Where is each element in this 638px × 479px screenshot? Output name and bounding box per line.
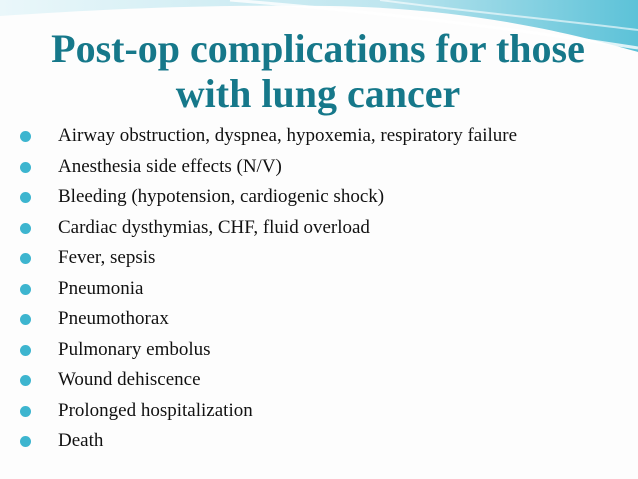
bullet-dot-icon bbox=[20, 223, 31, 234]
bullet-item bbox=[18, 155, 517, 186]
bullet-item bbox=[18, 124, 517, 155]
bullet-text: Death bbox=[58, 430, 104, 451]
bullet-dot-icon bbox=[20, 284, 31, 295]
bullet-text: Wound dehiscence bbox=[58, 369, 201, 390]
bullet-list bbox=[18, 124, 517, 460]
title-line-1: Post-op complications for those bbox=[51, 26, 585, 71]
bullet-dot-icon bbox=[20, 406, 31, 417]
bullet-item bbox=[18, 399, 517, 430]
bullet-text: Cardiac dysthymias, CHF, fluid overload bbox=[58, 216, 370, 238]
bullet-item bbox=[18, 185, 517, 216]
bullet-item bbox=[18, 368, 517, 399]
bullet-dot-icon bbox=[20, 436, 31, 447]
bullet-text: Airway obstruction, dyspnea, hypoxemia, respiratory failure bbox=[58, 125, 518, 146]
bullet-text: Fever, sepsis bbox=[58, 247, 156, 268]
bullet-text: Pulmonary embolus bbox=[58, 338, 211, 360]
bullet-dot-icon bbox=[20, 253, 31, 264]
bullet-text: Pneumothorax bbox=[58, 308, 169, 329]
bullet-item bbox=[18, 429, 517, 460]
bullet-dot-icon bbox=[20, 375, 31, 386]
bullet-dot-icon bbox=[20, 314, 31, 325]
bullet-dot-icon bbox=[20, 192, 31, 203]
bullet-item bbox=[18, 277, 517, 308]
title-line-2: with lung cancer bbox=[175, 71, 461, 116]
bullet-item bbox=[18, 216, 517, 247]
bullet-dot-icon bbox=[20, 345, 31, 356]
bullet-text: Pneumonia bbox=[58, 277, 144, 299]
bullet-text: Bleeding (hypotension, cardiogenic shock) bbox=[58, 186, 385, 207]
bullet-item bbox=[18, 338, 517, 369]
bullet-item bbox=[18, 307, 517, 338]
bullet-text: Prolonged hospitalization bbox=[58, 399, 253, 421]
bullet-item bbox=[18, 246, 517, 277]
bullet-dot-icon bbox=[20, 162, 31, 173]
slide-title bbox=[18, 26, 618, 116]
bullet-text: Anesthesia side effects (N/V) bbox=[58, 155, 282, 177]
bullet-dot-icon bbox=[20, 131, 31, 142]
